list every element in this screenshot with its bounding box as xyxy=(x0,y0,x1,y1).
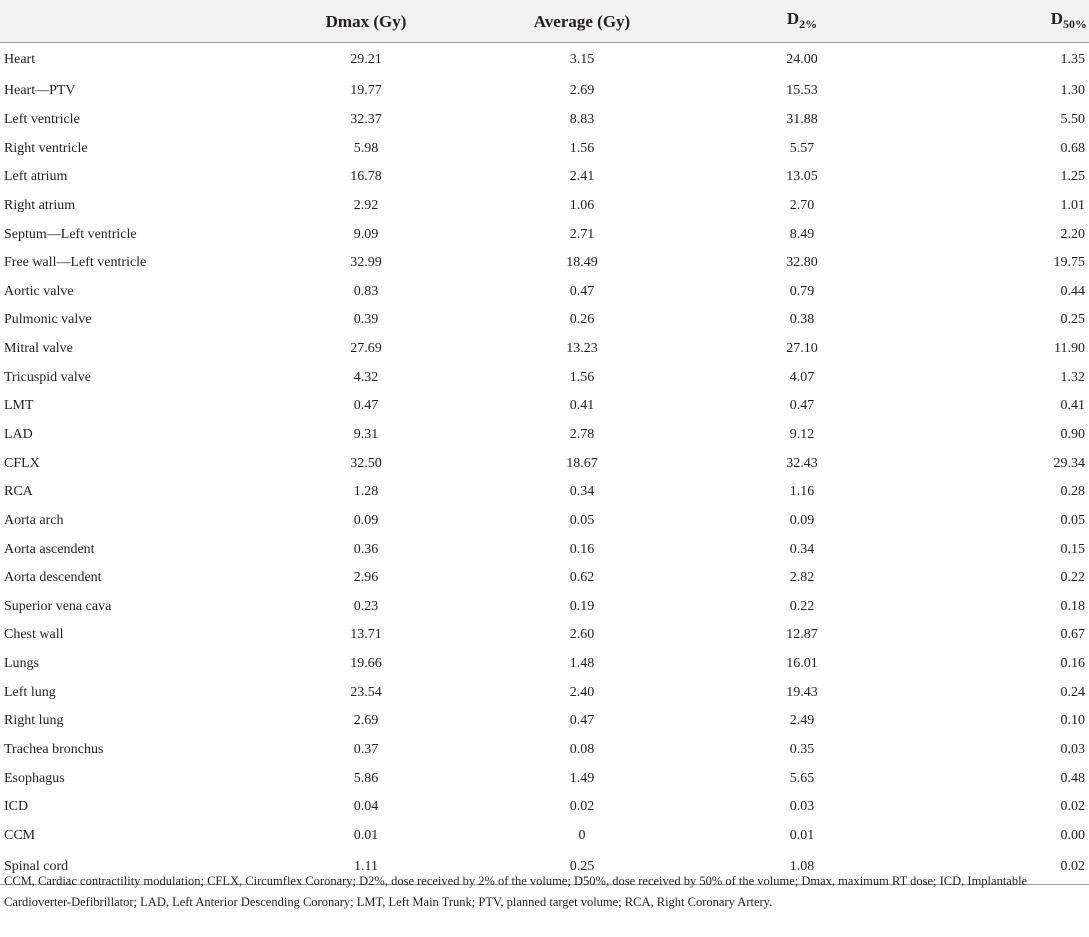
cell-d50: 1.01 xyxy=(1060,197,1085,213)
header-dmax: Dmax (Gy) xyxy=(260,0,472,42)
cell-dmax: 0.04 xyxy=(353,799,379,815)
cell-dmax: 9.09 xyxy=(353,226,379,242)
cell-dmax: 32.50 xyxy=(350,455,382,471)
header-d2-main: D xyxy=(786,8,800,28)
table-row xyxy=(0,363,1089,392)
cell-organ: Left ventricle xyxy=(4,111,80,127)
cell-d2: 0.22 xyxy=(789,598,815,614)
table-row xyxy=(0,421,1089,450)
cell-organ: Pulmonic valve xyxy=(4,312,92,328)
cell-d50: 0.22 xyxy=(1060,570,1085,586)
cell-organ: Trachea bronchus xyxy=(4,742,104,758)
cell-dmax: 0.47 xyxy=(353,398,379,414)
cell-average: 2.60 xyxy=(569,627,595,643)
cell-organ: Spinal cord xyxy=(0,850,260,885)
cell-d2: 0.01 xyxy=(789,827,815,843)
table-row xyxy=(0,192,1089,221)
cell-d2: 5.65 xyxy=(789,770,815,786)
table-row xyxy=(0,220,1089,249)
cell-dmax: 19.66 xyxy=(350,656,382,672)
cell-d2: 5.57 xyxy=(789,140,815,156)
cell-dmax: 5.98 xyxy=(353,140,379,156)
cell-d50: 0.90 xyxy=(1060,427,1085,442)
cell-average: 0.16 xyxy=(569,541,595,557)
cell-organ: LAD xyxy=(4,427,33,442)
cell-organ: Mitral valve xyxy=(4,341,73,357)
cell-average: 18.49 xyxy=(566,255,598,271)
cell-average: 2.71 xyxy=(569,226,595,242)
cell-d50: 5.50 xyxy=(1060,111,1085,127)
table-row xyxy=(0,163,1089,192)
cell-d2: 2.70 xyxy=(789,197,815,213)
cell-average: 1.56 xyxy=(569,140,595,156)
cell-average: 2.41 xyxy=(569,169,595,185)
cell-dmax: 5.86 xyxy=(353,770,379,786)
cell-average: 0.47 xyxy=(569,283,595,299)
header-row xyxy=(0,0,1089,42)
cell-d50: 0.03 xyxy=(1060,742,1085,758)
table-row xyxy=(0,392,1089,421)
cell-d50: 0.68 xyxy=(1060,140,1085,156)
table-row xyxy=(0,793,1089,822)
cell-average: 0.62 xyxy=(569,570,595,586)
table-body xyxy=(0,42,1089,885)
cell-d2: 8.49 xyxy=(789,226,815,242)
cell-d2: 4.07 xyxy=(789,369,815,385)
cell-dmax: 9.31 xyxy=(353,427,379,442)
cell-dmax: 1.11 xyxy=(260,850,472,885)
table-footnote: CCM, Cardiac contractility modulation; CFLX, Circumflex Coronary; D2%, dose received by 2% of the volume; D50%, dose received by 50% of the volume; Dmax, maximum RT dose; ICD, Implantable Cardioverter-Defibrillator; LAD, Left Anterior Descending Coronary; LMT, Left Main Trunk; PTV, planned target volume; RCA, Right Coronary Artery. xyxy=(4,874,1028,909)
table-row xyxy=(0,593,1089,622)
cell-d2: 12.87 xyxy=(786,627,818,643)
cell-d50: 0.28 xyxy=(1060,484,1085,500)
table-row xyxy=(0,564,1089,593)
cell-d2: 2.49 xyxy=(789,713,815,729)
cell-d50: 0.25 xyxy=(1060,312,1085,328)
cell-organ: Septum—Left ventricle xyxy=(4,226,137,242)
cell-d2: 32.80 xyxy=(786,255,818,271)
cell-dmax: 0.39 xyxy=(353,312,379,328)
header-d2 xyxy=(692,0,912,42)
cell-organ: Esophagus xyxy=(4,770,65,786)
cell-d2: 24.00 xyxy=(786,51,818,67)
cell-dmax: 4.32 xyxy=(353,369,379,385)
cell-average: 2.69 xyxy=(569,83,595,99)
cell-dmax: 32.99 xyxy=(350,255,382,271)
cell-d2: 2.82 xyxy=(789,570,815,586)
table-row xyxy=(0,249,1089,278)
cell-d50: 0.67 xyxy=(1060,627,1085,643)
cell-d50: 0.41 xyxy=(1060,398,1085,414)
cell-d2: 31.88 xyxy=(786,111,818,127)
header-d50 xyxy=(912,0,1089,42)
cell-dmax: 0.01 xyxy=(353,827,379,843)
cell-d50: 1.30 xyxy=(1060,83,1085,99)
header-d50-main: D xyxy=(1050,8,1063,28)
cell-d50: 19.75 xyxy=(1053,255,1085,271)
cell-organ: CFLX xyxy=(4,455,40,471)
cell-average: 1.48 xyxy=(569,656,595,672)
cell-dmax: 2.69 xyxy=(353,713,379,729)
table-row xyxy=(0,764,1089,793)
header-d50-sub: 50% xyxy=(1063,16,1087,31)
cell-average: 3.15 xyxy=(569,51,595,67)
cell-average: 0 xyxy=(578,827,586,843)
table-row xyxy=(0,707,1089,736)
cell-organ: Left atrium xyxy=(4,169,68,185)
cell-organ: Right atrium xyxy=(4,197,76,213)
cell-d50: 1.35 xyxy=(1060,51,1085,67)
cell-d50: 0.18 xyxy=(1060,598,1085,614)
cell-organ: Superior vena cava xyxy=(4,598,112,614)
cell-dmax: 0.37 xyxy=(353,742,379,758)
cell-organ: Aortic valve xyxy=(4,283,74,299)
cell-d50: 29.34 xyxy=(1053,455,1085,471)
cell-d2: 32.43 xyxy=(786,455,818,471)
cell-organ: CCM xyxy=(4,827,36,843)
cell-dmax: 27.69 xyxy=(350,341,382,357)
cell-d2: 0.03 xyxy=(789,799,815,815)
cell-organ: Heart xyxy=(4,51,36,67)
cell-dmax: 0.23 xyxy=(353,598,379,614)
cell-average: 0.19 xyxy=(569,598,595,614)
cell-organ: Aorta descendent xyxy=(4,570,102,586)
table-row xyxy=(0,650,1089,679)
cell-d50: 0.02 xyxy=(912,850,1089,885)
cell-dmax: 0.09 xyxy=(353,512,379,528)
cell-average: 0.41 xyxy=(569,398,595,414)
header-average: Average (Gy) xyxy=(472,0,692,42)
table-row xyxy=(0,621,1089,650)
cell-dmax: 2.92 xyxy=(353,197,379,213)
cell-d2: 1.08 xyxy=(692,850,912,885)
cell-dmax: 13.71 xyxy=(350,627,382,643)
cell-d50: 11.90 xyxy=(1054,341,1085,357)
table-row xyxy=(0,736,1089,765)
cell-organ: Lungs xyxy=(4,656,39,672)
cell-average: 1.49 xyxy=(569,770,595,786)
cell-average: 18.67 xyxy=(566,455,598,471)
cell-average: 0.08 xyxy=(569,742,595,758)
cell-average: 8.83 xyxy=(569,111,595,127)
table-row xyxy=(0,106,1089,135)
cell-dmax: 19.77 xyxy=(350,83,382,99)
cell-d2: 0.47 xyxy=(789,398,815,414)
header-organ xyxy=(0,0,260,42)
table-row xyxy=(0,678,1089,707)
cell-d50: 0.48 xyxy=(1060,770,1085,786)
cell-organ: LMT xyxy=(4,398,34,414)
cell-average: 0.05 xyxy=(569,512,595,528)
cell-average: 0.25 xyxy=(472,850,692,885)
cell-d2: 0.35 xyxy=(789,742,815,758)
cell-organ: RCA xyxy=(4,484,33,500)
table-row xyxy=(0,535,1089,564)
cell-organ: Aorta ascendent xyxy=(4,541,95,557)
cell-d2: 0.38 xyxy=(789,312,815,328)
table-row xyxy=(0,507,1089,536)
cell-d50: 0.02 xyxy=(1060,799,1085,815)
cell-organ: Free wall—Left ventricle xyxy=(4,255,147,271)
cell-d50: 0.15 xyxy=(1060,541,1085,557)
cell-d2: 19.43 xyxy=(786,684,818,700)
cell-average: 0.02 xyxy=(569,799,595,815)
cell-average: 0.34 xyxy=(569,484,595,500)
cell-d50: 2.20 xyxy=(1060,226,1085,242)
cell-d2: 9.12 xyxy=(789,427,815,442)
table-row xyxy=(0,134,1089,163)
cell-organ: Right ventricle xyxy=(4,140,88,156)
cell-d2: 0.34 xyxy=(789,541,815,557)
cell-dmax: 16.78 xyxy=(350,169,382,185)
cell-d50: 0.00 xyxy=(1060,827,1085,843)
cell-d2: 27.10 xyxy=(786,341,818,357)
cell-d2: 0.09 xyxy=(789,512,815,528)
table-row xyxy=(0,335,1089,364)
table-row xyxy=(0,449,1089,478)
cell-d2: 13.05 xyxy=(786,169,818,185)
cell-dmax: 23.54 xyxy=(350,684,382,700)
cell-average: 13.23 xyxy=(566,341,598,357)
table-row xyxy=(0,42,1089,77)
cell-dmax: 1.28 xyxy=(353,484,379,500)
cell-organ: Heart—PTV xyxy=(4,83,76,99)
cell-average: 2.40 xyxy=(569,684,595,700)
cell-d2: 0.79 xyxy=(789,283,815,299)
cell-dmax: 2.96 xyxy=(353,570,379,586)
cell-d50: 1.32 xyxy=(1060,369,1085,385)
cell-average: 0.26 xyxy=(569,312,595,328)
table-row xyxy=(0,277,1089,306)
cell-d2: 1.16 xyxy=(789,484,815,500)
table-row xyxy=(0,77,1089,106)
table-row xyxy=(0,306,1089,335)
cell-d50: 0.05 xyxy=(1060,512,1085,528)
cell-average: 0.47 xyxy=(569,713,595,729)
table-row xyxy=(0,478,1089,507)
cell-organ: Aorta arch xyxy=(4,512,64,528)
cell-d50: 0.10 xyxy=(1060,713,1085,729)
cell-organ: ICD xyxy=(4,799,29,815)
cell-dmax: 32.37 xyxy=(350,111,382,127)
cell-organ: Tricuspid valve xyxy=(4,369,91,385)
cell-d50: 0.44 xyxy=(1060,283,1085,299)
cell-d2: 16.01 xyxy=(786,656,818,672)
cell-dmax: 0.36 xyxy=(353,541,379,557)
cell-organ: Left lung xyxy=(4,684,56,700)
table-row xyxy=(0,822,1089,851)
cell-average: 2.78 xyxy=(569,427,595,442)
header-d2-sub: 2% xyxy=(799,16,818,31)
cell-d50: 1.25 xyxy=(1060,169,1085,185)
cell-average: 1.06 xyxy=(569,197,595,213)
table-header xyxy=(0,0,1089,42)
cell-dmax: 0.83 xyxy=(353,283,379,299)
cell-d50: 0.16 xyxy=(1060,656,1085,672)
cell-organ: Right lung xyxy=(4,713,64,729)
cell-average: 1.56 xyxy=(569,369,595,385)
cell-d50: 0.24 xyxy=(1060,684,1085,700)
cell-organ: Chest wall xyxy=(4,627,64,643)
cell-dmax: 29.21 xyxy=(350,51,382,67)
cell-d2: 15.53 xyxy=(786,83,818,99)
